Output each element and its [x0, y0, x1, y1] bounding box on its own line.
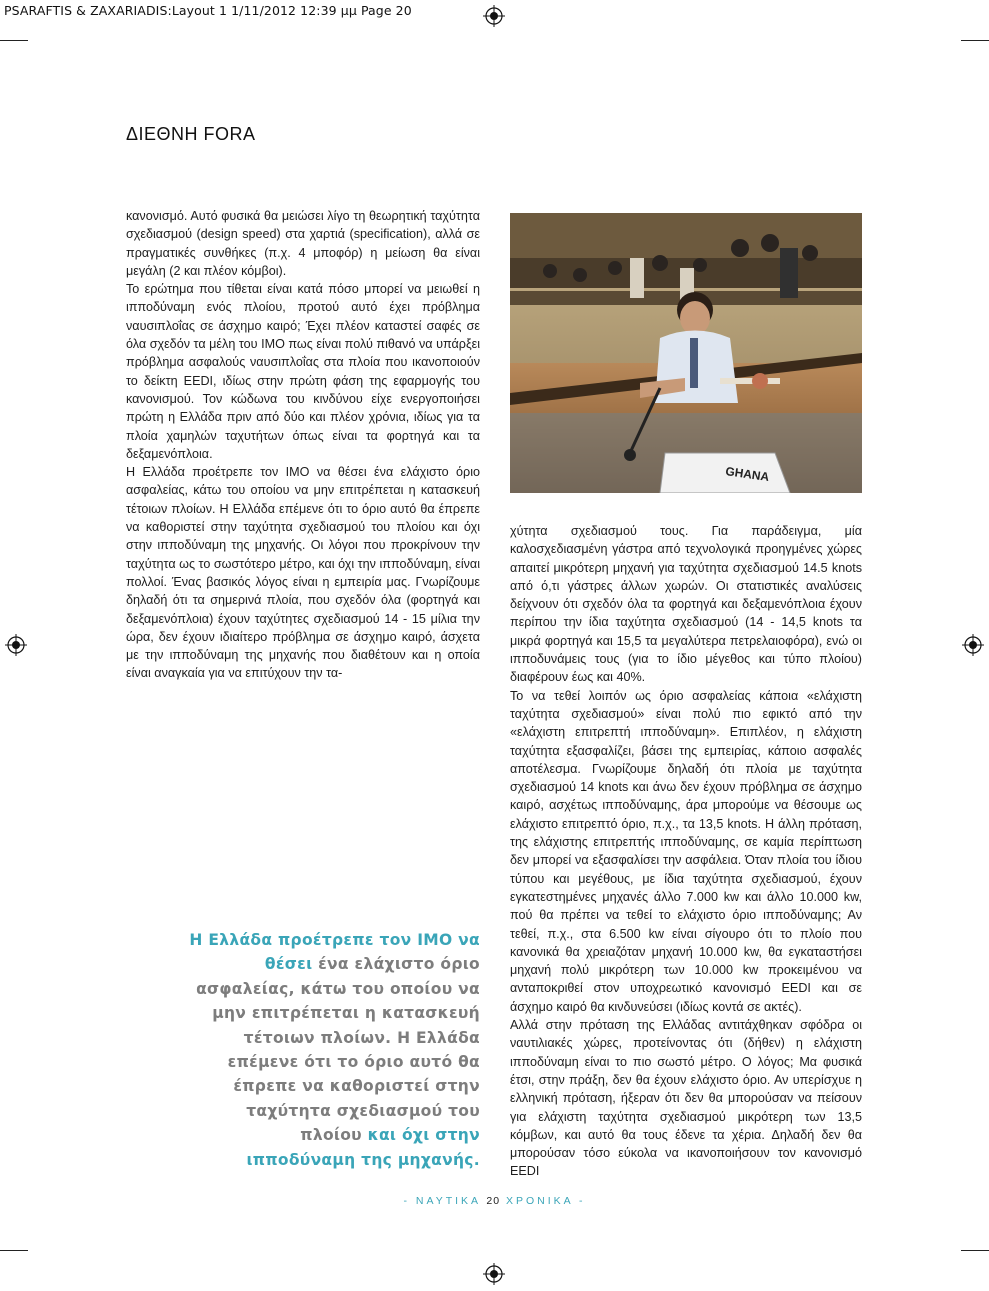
- pull-quote-highlight: και όχι στην ιπποδύναμη της μηχανής.: [246, 1126, 480, 1169]
- registration-mark-icon: [5, 634, 27, 656]
- paragraph: Το ερώτημα που τίθεται είναι κατά πόσο μπορεί να μειωθεί η ιπποδύναμη ενός πλοίου, προτού αυτό έχει πρόβλημα ναυσιπλοΐας σε άσχημο καιρό; Έχει πλέον καταστεί σαφές σε όλα σχεδόν τα μέλη του IMO πως είναι πολύ πιθανό να υπάρξει πρόβλημα ασφαλούς ναυσιπλοΐας στα πλοία που ικανοποιούν το δείκτη EEDI, ιδίως στην πρώτη φάση της εφαρμογής του κανονισμού. Τον κώδωνα του κινδύνου είχε ενεργοποιήσει πρώτη η Ελλάδα πριν από δύο και πλέον χρόνια, ιδίως για τα πλοία χαμηλών ταχυτήτων όπως είναι τα φορτηγά και τα δεξαμενόπλοια.: [126, 282, 480, 461]
- paragraph: Η Ελλάδα προέτρεπε τον IMO να θέσει ένα ελάχιστο όριο ασφαλείας, κάτω του οποίου να μην επιτρέπεται η κατασκευή τέτοιων πλοίων. Η Ελλάδα επέμενε ότι το όριο αυτό θα έπρεπε να καθοριστεί στην ταχύτητα σχεδιασμού του πλοίου και όχι στην ιπποδύναμη της μηχανής. Οι λόγοι που προκρίνουν την ταχύτητα ως το σωστότερο μέτρο, και όχι την ιπποδύναμη, είναι πολλοί. Ένας βασικός λόγος είναι η εμπειρία μας. Γνωρίζουμε δηλαδή ότι τα σημερινά πλοία, που σχεδόν όλα (φορτηγά και δεξαμενόπλοια) έχουν ταχύτητες σχεδιασμού 14 - 15 μίλια την ώρα, δεν έχουν ιδιαίτερο πρόβλημα σε άσχημο καιρό, άσχετα με την ιπποδύναμη της μηχανής που διαθέτουν και η οποία είναι αναγκαία για να επιτύχουν την τα-: [126, 465, 480, 681]
- crop-mark: [0, 1250, 28, 1251]
- article-column-left: [126, 207, 480, 683]
- registration-mark-icon: [962, 634, 984, 656]
- crop-mark: [961, 40, 989, 41]
- registration-mark-icon: [483, 1263, 505, 1285]
- pull-quote: [186, 928, 480, 1172]
- footer-magazine-name-right: ΧΡΟΝΙΚΑ -: [500, 1195, 586, 1207]
- crop-mark: [0, 40, 28, 41]
- page-footer: [0, 1195, 989, 1207]
- registration-mark-icon: [483, 5, 505, 27]
- pull-quote-highlight: Η Ελλάδα προέτρεπε τον ΙΜΟ να θέσει: [189, 931, 480, 974]
- conference-photo-illustration: [510, 213, 862, 493]
- pull-quote-text: ένα ελάχιστο όριο ασφαλείας, κάτω του οποίου να μην επιτρέπεται η κατασκευή τέτοιων πλοίων. Η Ελλάδα επέμενε ότι το όριο αυτό θα έπρεπε να καθοριστεί στην ταχύτητα σχεδιασμού του πλοίου: [196, 955, 480, 1145]
- section-title: ΔΙΕΘΝΗ FORA: [126, 124, 256, 144]
- article-column-right: [510, 522, 862, 1181]
- page-number: 20: [486, 1195, 501, 1207]
- print-slug: PSARAFTIS & ZAXARIADIS:Layout 1 1/11/2012 12:39 μμ Page 20: [4, 3, 412, 18]
- conference-photo: [510, 213, 862, 493]
- nameplate-label: GHANA: [724, 464, 771, 485]
- crop-mark: [961, 1250, 989, 1251]
- paragraph: χύτητα σχεδιασμού τους. Για παράδειγμα, μία καλοσχεδιασμένη γάστρα από τεχνολογικά προηγμένες χώρες απαιτεί μικρότερη μηχανή για ταχύτητα σχεδιασμού 14.5 knots από ό,τι γάστρες άλλων χωρών. Οι στατιστικές αναλύσεις δείχνουν ότι σχεδόν όλα τα φορτηγά και δεξαμενόπλοια έχουν περίπου την ίδια ταχύτητα σχεδιασμού (14 - 14,5 knots τα μικρά φορτηγά και 15,5 τα μεγαλύτερα πετρελαιοφόρα), ενώ οι ιπποδυνάμεις τους (για το ίδιο μέγεθος και τύπο πλοίου) διαφέρουν έως και 40%.: [510, 524, 862, 685]
- paragraph: Αλλά στην πρόταση της Ελλάδας αντιτάχθηκαν σφόδρα οι ναυτιλιακές χώρες, προτείνοντας ότι (δήθεν) η ελάχιστη ιπποδύναμη είναι το πιο σωστό μέτρο. Ο λόγος; Μα φυσικά έτσι, στην πράξη, δεν θα έχουν ελάχιστο όριο. Αν υπερίσχυε η ελληνική πρόταση, ήξεραν ότι δεν θα μπορούσαν να πείσουν για ελάχιστη ταχύτητα σχεδιασμού μικρότερη των 13,5 κόμβων, και αυτό θα τους έδενε τα χέρια. Δηλαδή δεν θα μπορούσαν τόσο εύκολα να ικανοποιήσουν τον κανονισμό EEDI: [510, 1018, 862, 1179]
- paragraph: Το να τεθεί λοιπόν ως όριο ασφαλείας κάποια «ελάχιστη ταχύτητα σχεδιασμού» είναι πολύ πιο εφικτό από την «ελάχιστη επιτρεπτή ιπποδύναμη». Επιπλέον, η ελάχιστη ταχύτητα εξασφαλίζει, βάσει της εμπειρίας, κάποιο ασφαλές αποτέλεσμα. Γνωρίζουμε δηλαδή ότι πλοία με ταχύτητα σχεδιασμού 14 knots και άνω δεν έχουν πρόβλημα σε άσχημο καιρό, ασχέτως ιπποδύναμης, άρα μπορούμε να θέσουμε ως ελάχιστο επιτρεπτό όριο, π.χ., τα 13,5 knots. Η άλλη πρόταση, της ελάχιστης επιτρεπτής ιπποδύναμης, σε καμία περίπτωση δεν μπορεί να εξασφαλίσει την ασφάλεια. Όταν πλοία του ίδιου τύπου και μεγέθους, με ίδια ταχύτητα σχεδιασμού, έχουν εγκατεστημένες μηχανές άλλο 7.000 kw και άλλο 10.000 kw, πού θα πρέπει να τεθεί το ελάχιστο όριο ιπποδύναμης; Αν τεθεί, π.χ., στα 6.500 kw είναι σίγουρο ότι το πλοίο που κανονικά θα χρειαζόταν μηχανή 10.000 kw, θα εγκαταστήσει μηχανή πολύ μικρότερη των 10.000 kw προκειμένου να ανταποκριθεί στον υποχρεωτικό κανονισμό EEDI και σε άσχημο καιρό θα κινδυνεύσει (ιδίως κοντά σε ακτές).: [510, 688, 862, 1014]
- paragraph: κανονισμό. Αυτό φυσικά θα μειώσει λίγο τη θεωρητική ταχύτητα σχεδιασμού (design speed) στα χαρτιά (specification), αλλά σε πραγματικές συνθήκες (π.χ. 4 μποφόρ) η μείωση θα είναι μεγάλη (2 και πλέον κόμβοι).: [126, 209, 480, 278]
- footer-magazine-name-left: - ΝΑΥΤΙΚΑ: [403, 1195, 487, 1207]
